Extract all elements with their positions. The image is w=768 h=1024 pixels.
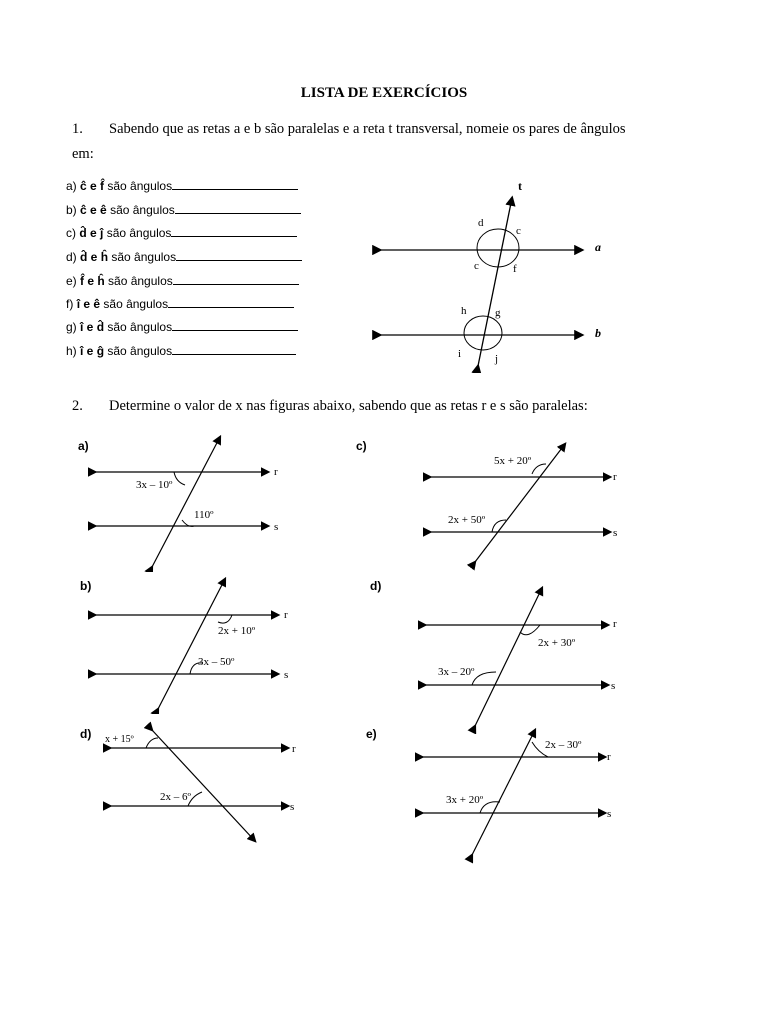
label-r: r	[292, 743, 296, 755]
figure-label: d)	[370, 579, 382, 593]
item-pair: d̂ e ĥ	[80, 250, 109, 264]
item-pair: î e ĝ	[80, 344, 105, 358]
q1-item-g	[66, 319, 298, 334]
q2-figure-d-left	[70, 720, 310, 850]
angle-circle-bottom	[464, 316, 502, 350]
label-s: s	[274, 521, 279, 533]
label-t: t	[518, 179, 522, 193]
item-label: b)	[66, 203, 77, 217]
item-pair: d̂ e ĵ	[79, 226, 104, 240]
answer-blank[interactable]	[171, 225, 297, 237]
answer-blank[interactable]	[175, 202, 301, 214]
q1-item-f	[66, 296, 294, 311]
item-pair: ĉ e ê	[80, 203, 107, 217]
q1-item-d	[66, 249, 302, 264]
q1-text-line1: Sabendo que as retas a e b são paralelas e a reta t transversal, nomeie os pares de ângulos	[109, 121, 626, 137]
q1-item-c	[66, 225, 297, 240]
angle-label: 2x – 6º	[160, 791, 191, 803]
label-s: s	[284, 669, 289, 681]
item-text: são ângulos	[107, 320, 173, 334]
item-text: são ângulos	[107, 344, 173, 358]
item-label: a)	[66, 179, 77, 193]
angle-label: 2x + 10º	[218, 625, 256, 637]
figure-label: d)	[80, 727, 92, 741]
item-text: são ângulos	[111, 250, 177, 264]
angle-circle-top	[477, 229, 519, 267]
figure-label: c)	[356, 439, 367, 453]
label-c-top: c	[516, 225, 521, 237]
q1-item-h	[66, 343, 296, 358]
item-text: são ângulos	[106, 226, 172, 240]
answer-blank[interactable]	[173, 273, 299, 285]
angle-label: 110º	[194, 509, 214, 521]
label-i: i	[458, 348, 462, 360]
label-r: r	[613, 618, 617, 630]
angle-label: 2x + 30º	[538, 637, 576, 649]
angle-label: 5x + 20º	[494, 455, 532, 467]
label-g: g	[495, 307, 501, 319]
label-h: h	[461, 305, 467, 317]
item-text: são ângulos	[103, 297, 169, 311]
label-f: f	[513, 263, 517, 275]
label-b: b	[595, 326, 601, 340]
item-label: d)	[66, 250, 77, 264]
q2-figure-c	[350, 432, 630, 572]
q1-item-e	[66, 273, 299, 288]
item-label: f)	[66, 297, 74, 311]
label-s: s	[613, 527, 618, 539]
angle-label: 2x – 30º	[545, 739, 582, 751]
item-label: e)	[66, 274, 77, 288]
figure-label: a)	[78, 439, 89, 453]
angle-label: 3x – 10º	[136, 479, 173, 491]
item-label: c)	[66, 226, 76, 240]
label-r: r	[274, 466, 278, 478]
label-j: j	[495, 353, 499, 365]
item-label: h)	[66, 344, 77, 358]
item-pair: î e ê	[76, 297, 101, 311]
q2-figure-a	[70, 432, 300, 572]
answer-blank[interactable]	[168, 296, 294, 308]
angle-label: 3x – 50º	[198, 656, 235, 668]
figure-label: b)	[80, 579, 92, 593]
answer-blank[interactable]	[172, 343, 296, 355]
label-d: d	[478, 217, 484, 229]
label-a: a	[595, 240, 601, 254]
label-s: s	[611, 680, 616, 692]
answer-blank[interactable]	[172, 178, 298, 190]
q2-number: 2.	[72, 398, 83, 414]
angle-label: 3x – 20º	[438, 666, 475, 678]
angle-label: 2x + 50º	[448, 514, 486, 526]
item-pair: ĉ e f̂	[80, 179, 105, 193]
item-text: são ângulos	[107, 179, 173, 193]
q1-parallel-lines-figure	[370, 178, 620, 373]
label-r: r	[613, 471, 617, 483]
label-e: c	[474, 260, 479, 272]
label-s: s	[290, 801, 295, 813]
figure-label: e)	[366, 727, 377, 741]
q2-figure-b	[70, 574, 300, 714]
q2-text: Determine o valor de x nas figuras abaixo, sabendo que as retas r e s são paralelas:	[109, 398, 588, 414]
item-pair: î e d̂	[80, 320, 105, 334]
label-s: s	[607, 808, 612, 820]
label-r: r	[607, 751, 611, 763]
q2-figure-d-right	[350, 574, 630, 734]
item-pair: f̂ e ĥ	[80, 274, 105, 288]
q1-item-a	[66, 178, 298, 193]
angle-label: x + 15º	[105, 734, 134, 745]
item-text: são ângulos	[108, 274, 173, 288]
item-text: são ângulos	[110, 203, 175, 217]
item-label: g)	[66, 320, 77, 334]
answer-blank[interactable]	[176, 249, 302, 261]
q1-item-b	[66, 202, 301, 217]
q2-figure-e	[360, 720, 630, 865]
angle-label: 3x + 20º	[446, 794, 484, 806]
q1-text-line2: em:	[72, 146, 94, 162]
answer-blank[interactable]	[172, 319, 298, 331]
label-r: r	[284, 609, 288, 621]
q1-number: 1.	[72, 121, 83, 137]
page-title: LISTA DE EXERCÍCIOS	[300, 85, 468, 101]
